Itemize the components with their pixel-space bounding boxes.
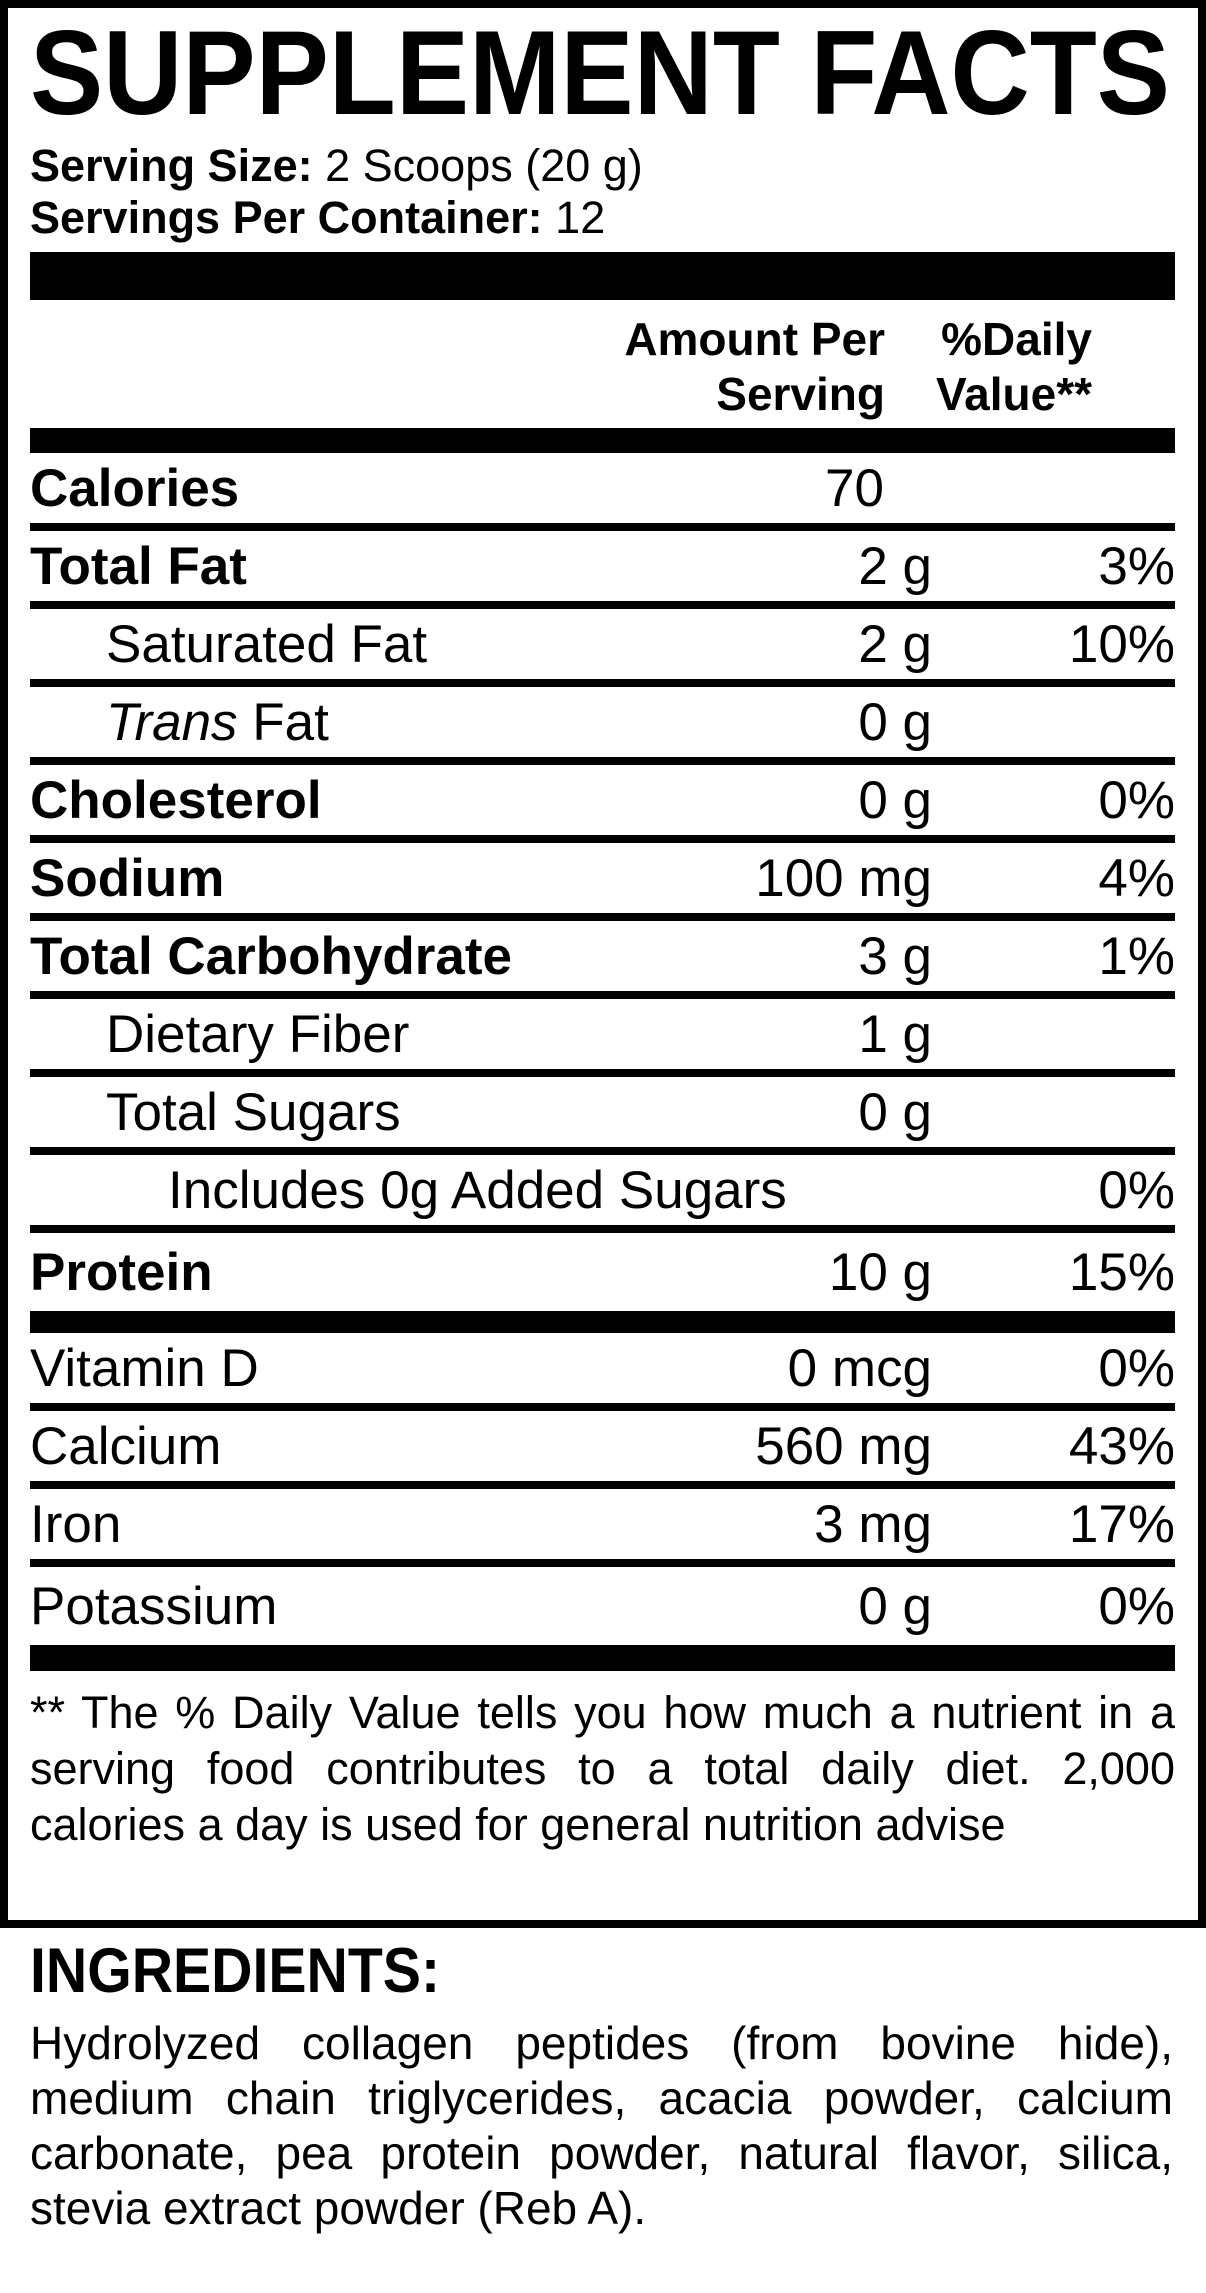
column-headers (30, 312, 1175, 422)
trans-italic: Trans (106, 692, 238, 752)
row-cholesterol (30, 765, 1175, 843)
nutrient-name: Potassium (30, 1576, 278, 1636)
macro-micro-divider (30, 1311, 1175, 1333)
nutrient-name: Total Fat (30, 536, 247, 596)
nutrient-name: Saturated Fat (106, 614, 428, 674)
servings-per-container-label: Servings Per Container: (30, 192, 543, 243)
daily-value: 4% (1098, 848, 1175, 908)
dv-header-line2: Value** (936, 368, 1092, 420)
row-calories (30, 453, 1175, 531)
row-added-sugars (30, 1155, 1175, 1233)
amount-value: 10 g (828, 1242, 932, 1302)
row-total-carbohydrate (30, 921, 1175, 999)
amount-header-line2: Serving (716, 368, 885, 420)
panel-title-graphic (30, 18, 1180, 140)
amount-value: 70 (825, 458, 884, 518)
column-header-spacer (30, 312, 624, 422)
nutrient-name: Cholesterol (30, 770, 322, 830)
daily-value: 3% (1098, 536, 1175, 596)
daily-value-footnote: ** The % Daily Value tells you how much a nutrient in a serving food contributes to a total daily diet. 2,000 calories a day is used for general nutrition advise (30, 1687, 1175, 1850)
daily-value: 0% (1098, 770, 1175, 830)
nutrient-name (30, 692, 722, 753)
amount-value: 560 mg (755, 1416, 932, 1476)
nutrient-name: Total Carbohydrate (30, 926, 512, 986)
daily-value: 0% (1098, 1576, 1175, 1636)
amount-value: 0 g (858, 1576, 932, 1636)
amount-value: 2 g (858, 614, 932, 674)
nutrient-name: Iron (30, 1494, 122, 1554)
amount-value: 0 g (858, 770, 932, 830)
row-iron (30, 1489, 1175, 1567)
section-divider-top (30, 252, 1175, 300)
amount-value: 3 g (858, 926, 932, 986)
row-potassium (30, 1567, 1175, 1645)
daily-value: 0% (1098, 1160, 1175, 1220)
amount-value: 3 mg (814, 1494, 932, 1554)
row-dietary-fiber (30, 999, 1175, 1077)
row-total-fat (30, 531, 1175, 609)
footnote-divider-bar (30, 1645, 1175, 1671)
amount-per-serving-header (624, 312, 885, 422)
amount-header-line1: Amount Per (624, 313, 885, 365)
nutrient-name: Total Sugars (106, 1082, 401, 1142)
servings-per-container-line (30, 192, 1175, 244)
nutrient-name: Sodium (30, 848, 225, 908)
servings-per-container-value: 12 (555, 192, 606, 243)
page-title: SUPPLEMENT FACTS (30, 18, 1170, 140)
amount-value: 100 mg (755, 848, 932, 908)
ingredients-section (0, 1942, 1206, 2236)
daily-value: 43% (1068, 1416, 1175, 1476)
ingredients-heading-graphic (30, 1942, 450, 2006)
trans-rest: Fat (237, 692, 329, 752)
row-total-sugars (30, 1077, 1175, 1155)
daily-value: 15% (1068, 1242, 1175, 1302)
row-vitamin-d (30, 1333, 1175, 1411)
daily-value-header (885, 312, 1175, 422)
header-divider-bar (30, 428, 1175, 453)
row-saturated-fat (30, 609, 1175, 687)
ingredients-heading: INGREDIENTS: (30, 1942, 440, 2006)
row-trans-fat (30, 687, 1175, 765)
serving-size-line (30, 140, 1175, 192)
nutrient-name: Calories (30, 458, 240, 518)
row-sodium (30, 843, 1175, 921)
amount-value: 1 g (858, 1004, 932, 1064)
daily-value: 1% (1098, 926, 1175, 986)
amount-value: 2 g (858, 536, 932, 596)
serving-size-label: Serving Size: (30, 140, 313, 191)
ingredients-list: Hydrolyzed collagen peptides (from bovine hide), medium chain triglycerides, acacia powder, calcium carbonate, pea protein powder, natural flavor, silica, stevia extract powder (Reb A). (30, 2017, 1173, 2234)
amount-value: 0 g (858, 692, 932, 752)
amount-value: 0 mcg (787, 1338, 932, 1398)
daily-value: 0% (1098, 1338, 1175, 1398)
nutrient-name: Protein (30, 1242, 213, 1302)
amount-value: 0 g (858, 1082, 932, 1142)
row-protein (30, 1233, 1175, 1311)
daily-value: 10% (1068, 614, 1175, 674)
nutrient-name: Calcium (30, 1416, 222, 1476)
nutrient-name: Dietary Fiber (106, 1004, 410, 1064)
dv-header-line1: %Daily (941, 313, 1092, 365)
nutrient-name: Includes 0g Added Sugars (168, 1160, 787, 1220)
serving-size-value: 2 Scoops (20 g) (325, 140, 643, 191)
nutrient-name: Vitamin D (30, 1338, 259, 1398)
daily-value: 17% (1068, 1494, 1175, 1554)
row-calcium (30, 1411, 1175, 1489)
